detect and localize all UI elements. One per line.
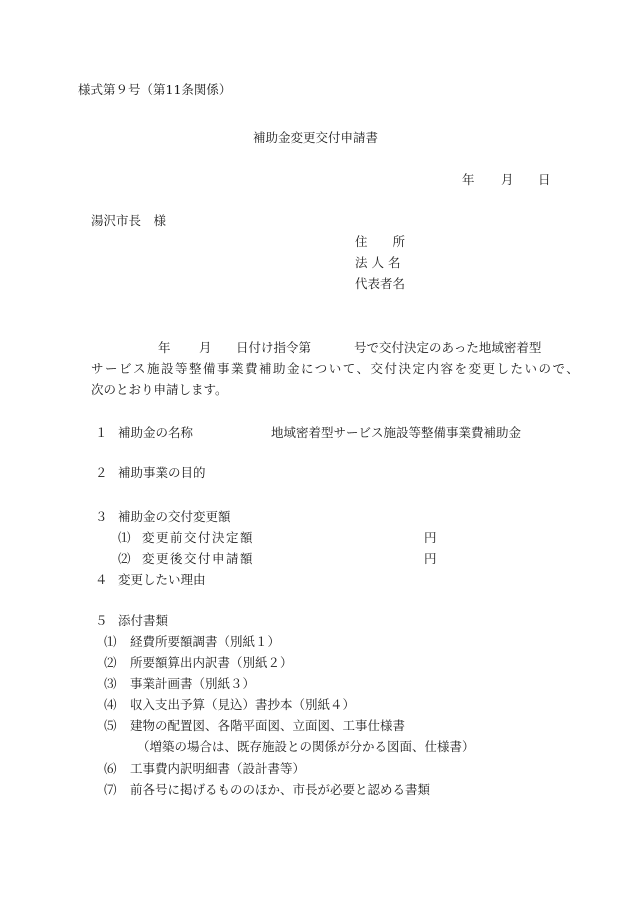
- item-1-label: 補助金の名称: [118, 425, 194, 440]
- attachment-number: ⑸: [104, 718, 117, 733]
- corp-name-label: 法 人 名: [355, 255, 401, 270]
- intro-text: 日付け指令第: [236, 340, 312, 355]
- date-month: 月: [501, 172, 514, 187]
- attachment-text: 経費所要額調書（別紙１）: [130, 634, 281, 649]
- intro-line-2: サービス施設等整備事業費補助金について、交付決定内容を変更したいので、: [91, 361, 581, 376]
- attachment-number: ⑹: [104, 761, 117, 776]
- attachment-note: （増築の場合は、既存施設との関係が分かる図面、仕様書）: [137, 739, 475, 754]
- attachment-text: 前各号に掲げるもののほか、市長が必要と認める書類: [130, 782, 431, 797]
- item-3-sub-2-unit: 円: [424, 551, 437, 566]
- item-3-sub-1-number: ⑴: [118, 530, 131, 545]
- form-number: 様式第９号（第11条関係）: [78, 82, 232, 97]
- intro-line-3: 次のとおり申請します。: [91, 382, 228, 397]
- attachment-text: 工事費内訳明細書（設計書等）: [130, 761, 306, 776]
- item-2-label: 補助事業の目的: [118, 465, 206, 480]
- item-3-sub-1-label: 変更前交付決定額: [142, 530, 255, 545]
- attachment-number: ⑵: [104, 655, 117, 670]
- item-3-number: ３: [95, 509, 108, 524]
- item-5-label: 添付書類: [118, 613, 169, 628]
- attachment-text: 収入支出予算（見込）書抄本（別紙４）: [130, 697, 356, 712]
- attachment-number: ⑴: [104, 634, 117, 649]
- attachment-number: ⑷: [104, 697, 117, 712]
- addressee: 湯沢市長 様: [91, 213, 167, 228]
- date-year: 年: [462, 172, 475, 187]
- item-5-number: ５: [95, 613, 108, 628]
- item-3-sub-2-label: 変更後交付申請額: [142, 551, 255, 566]
- item-1-value: 地域密着型サービス施設等整備事業費補助金: [271, 425, 522, 440]
- attachment-text: 建物の配置図、各階平面図、立面図、工事仕様書: [130, 718, 406, 733]
- document-title: 補助金変更交付申請書: [253, 130, 379, 145]
- item-1-number: １: [95, 425, 108, 440]
- intro-tail: 号で交付決定のあった地域密着型: [354, 340, 542, 355]
- item-3-sub-2-number: ⑵: [118, 551, 131, 566]
- item-3-label: 補助金の交付変更額: [118, 509, 231, 524]
- attachment-number: ⑺: [104, 782, 117, 797]
- item-3-sub-1-unit: 円: [424, 530, 437, 545]
- attachment-text: 所要額算出内訳書（別紙２）: [130, 655, 293, 670]
- item-2-number: ２: [95, 465, 108, 480]
- item-4-number: ４: [95, 572, 108, 587]
- attachment-text: 事業計画書（別紙３）: [130, 676, 256, 691]
- intro-month: 月: [199, 340, 212, 355]
- address-label: 住 所: [355, 234, 406, 249]
- intro-year: 年: [158, 340, 171, 355]
- representative-label: 代表者名: [355, 276, 406, 291]
- date-day: 日: [538, 172, 551, 187]
- attachment-number: ⑶: [104, 676, 117, 691]
- item-4-label: 変更したい理由: [118, 572, 206, 587]
